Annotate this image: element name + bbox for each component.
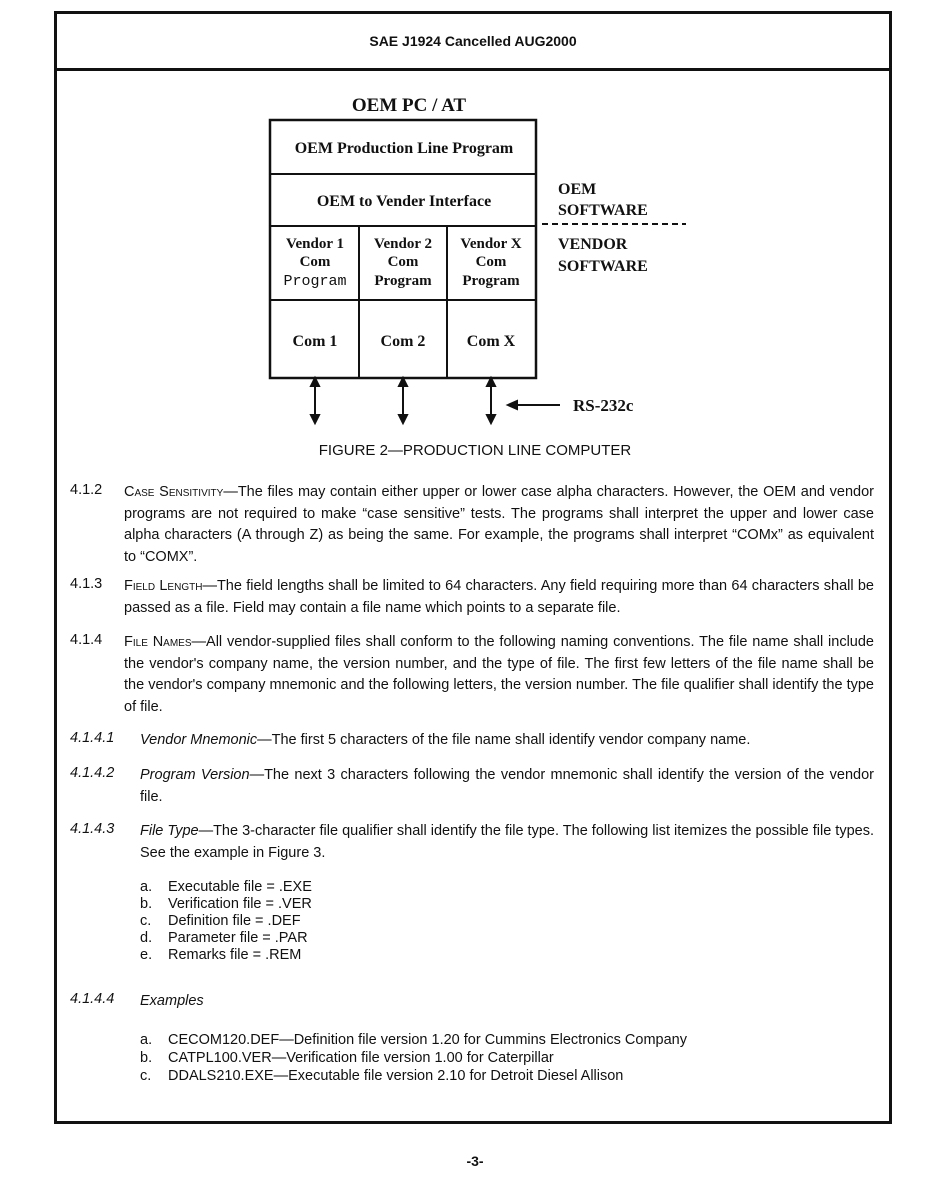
interface-label: OEM to Vender Interface [316,193,492,210]
section-number: 4.1.4 [70,632,103,648]
section-title: Vendor Mnemonic [140,732,258,748]
file-type-list [140,879,312,964]
vendor1-line2: Com [299,254,331,270]
section-title: File Type [140,823,199,839]
vendor1-line1: Vendor 1 [286,236,344,252]
production-line-diagram [0,0,950,440]
section-4-1-3 [124,576,874,619]
list-item: a. CECOM120.DEF—Definition file version 1.20 for Cummins Electronics Company [140,1032,687,1048]
vendorx-line2: Com [475,254,507,270]
vendor2-line2: Com [387,254,419,270]
com2-label: Com 2 [380,333,426,350]
section-text: —The first 5 characters of the file name shall identify vendor company name. [257,732,751,748]
section-number: 4.1.4.1 [70,730,115,746]
section-text: —The 3-character file qualifier shall identify the file type. The following list itemizes the possible file types. See the example in Figure 3. [140,823,874,861]
list-item: b. Verification file = .VER [140,896,312,912]
section-text: —The files may contain either upper or lower case alpha characters. However, the OEM and vendor programs are not required to make “case sensitive” tests. The programs shall interpret the upper and lower case alpha characters (A through Z) as being the same. For example, the programs shall interpret “COMx” as equivalent to “COMX”. [124,484,875,565]
page-number: -3- [466,1153,484,1169]
section-number: 4.1.2 [70,482,103,498]
vendorx-line3: Program [462,273,520,289]
section-4-1-4-1 [140,730,874,752]
section-title: Field Length [124,578,203,594]
section-text: —The next 3 characters following the vendor mnemonic shall identify the version of the vendor file. [140,767,874,805]
list-item: a. Executable file = .EXE [140,879,312,895]
vendor1-line3: Program [283,273,347,290]
section-number: 4.1.3 [70,576,103,592]
section-title: Case Sensitivity [124,484,224,500]
vendor-software-line1: VENDOR [558,236,628,253]
section-title: File Names [124,634,192,650]
section-4-1-4-3 [140,821,874,864]
list-item: b. CATPL100.VER—Verification file version 1.00 for Caterpillar [140,1050,554,1066]
rs232-label: RS-232c [573,396,634,415]
vendorx-line1: Vendor X [460,236,522,252]
section-4-1-4 [124,632,874,718]
oem-software-line2: SOFTWARE [558,202,648,219]
production-program-label: OEM Production Line Program [294,140,514,157]
section-4-1-4-2 [140,765,874,808]
section-number: 4.1.4.4 [70,991,115,1007]
section-title: Program Version [140,767,250,783]
oem-software-line1: OEM [558,181,597,198]
vendor2-line3: Program [374,273,432,289]
section-4-1-4-4-title: Examples [140,993,204,1009]
section-number: 4.1.4.2 [70,765,115,781]
oem-pc-label: OEM PC / AT [351,95,467,116]
header-title: SAE J1924 Cancelled AUG2000 [369,33,577,49]
list-item: e. Remarks file = .REM [140,947,302,963]
section-4-1-2 [124,482,874,568]
com1-label: Com 1 [292,333,338,350]
comx-label: Com X [466,333,516,350]
vendor2-line1: Vendor 2 [374,236,432,252]
examples-list [140,1031,687,1085]
vendor-software-line2: SOFTWARE [558,258,648,275]
list-item: d. Parameter file = .PAR [140,930,308,946]
figure-caption: FIGURE 2—PRODUCTION LINE COMPUTER [318,442,632,459]
list-item: c. DDALS210.EXE—Executable file version 2.10 for Detroit Diesel Allison [140,1068,624,1084]
list-item: c. Definition file = .DEF [140,913,301,929]
section-text: —The field lengths shall be limited to 64 characters. Any field requiring more than 64 characters shall be passed as a file. Field may contain a file name which points to a separate file. [124,578,874,616]
section-text: —All vendor-supplied files shall conform to the following naming conventions. The file name shall include the vendor's company name, the version number, and the type of file. The first few letters of the file name shall be the vendor's company mnemonic and the following letters, the version number. The file qualifier shall identify the type of file. [124,634,874,715]
section-number: 4.1.4.3 [70,821,115,837]
